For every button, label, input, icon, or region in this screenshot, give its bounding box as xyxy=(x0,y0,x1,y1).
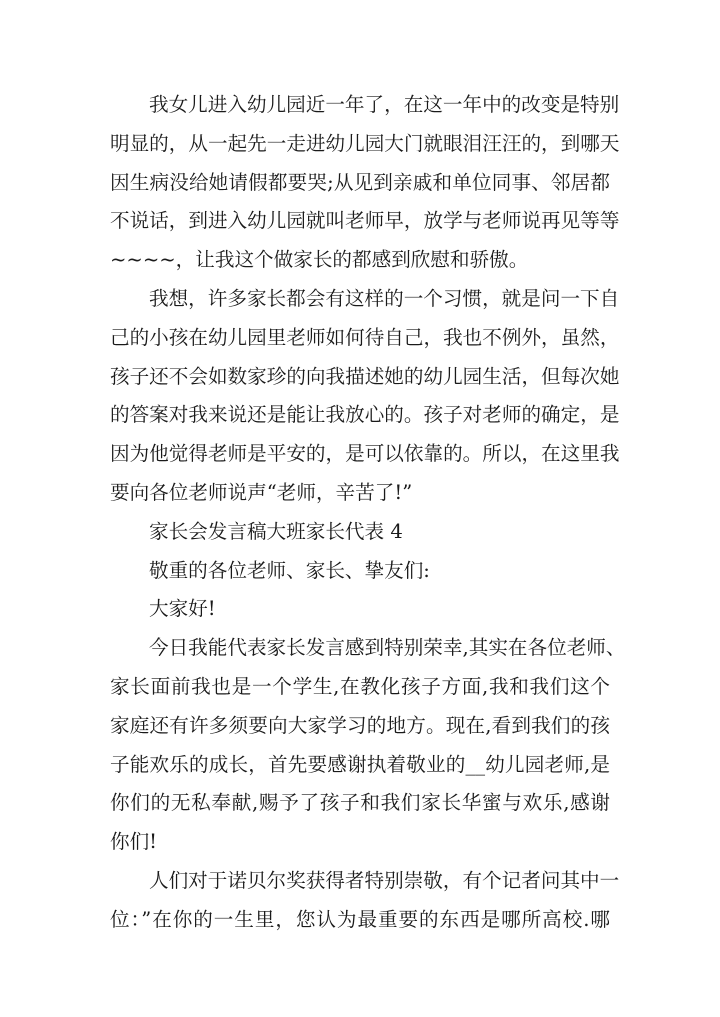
text-line: 己的小孩在幼儿园里老师如何待自己，我也不例外，虽然， xyxy=(110,325,620,349)
text-line: 因生病没给她请假都要哭;从见到亲戚和单位同事、邻居都 xyxy=(110,170,610,194)
text-line: 子能欢乐的成长，首先要感谢执着敬业的__幼儿园老师,是 xyxy=(110,752,610,776)
document-page xyxy=(110,86,626,940)
text-line: 家庭还有许多须要向大家学习的地方。现在,看到我们的孩 xyxy=(110,713,610,737)
paragraph xyxy=(110,629,626,862)
text-line: 家长面前我也是一个学生,在教化孩子方面,我和我们这个 xyxy=(110,674,610,698)
text-line: 人们对于诺贝尔奖获得者特别崇敬，有个记者问其中一 xyxy=(149,868,620,892)
text-line: 不说话，到进入幼儿园就叫老师早，放学与老师说再见等等 xyxy=(110,209,620,233)
paragraph xyxy=(110,280,620,513)
text-line: 我女儿进入幼儿园近一年了，在这一年中的改变是特别 xyxy=(149,93,620,116)
text-line: 明显的，从一起先一走进幼儿园大门就眼泪汪汪的，到哪天 xyxy=(110,131,620,155)
paragraph xyxy=(110,86,620,280)
text-line: 位：”在你的一生里，您认为最重要的东西是哪所高校.哪 xyxy=(110,907,610,931)
text-line: ~~~~，让我这个做家长的都感到欣慰和骄傲。 xyxy=(110,248,529,272)
section-heading: 家长会发言稿大班家长代表 4 xyxy=(149,519,403,543)
salutation: 敬重的各位老师、家长、挚友们: xyxy=(149,558,430,582)
paragraph xyxy=(110,862,620,940)
text-line: 你们的无私奉献,赐予了孩子和我们家长华蜜与欢乐,感谢 xyxy=(110,791,610,815)
text-line: 今日我能代表家长发言感到特别荣幸,其实在各位老师、 xyxy=(149,636,626,660)
text-line: 因为他觉得老师是平安的，是可以依靠的。所以，在这里我 xyxy=(110,442,620,466)
greeting: 大家好! xyxy=(149,597,216,621)
text-line: 我想，许多家长都会有这样的一个习惯，就是问一下自 xyxy=(149,286,620,310)
text-line: 要向各位老师说声“老师，辛苦了!” xyxy=(110,480,413,504)
text-line: 你们! xyxy=(110,830,158,854)
text-line: 的答案对我来说还是能让我放心的。孩子对老师的确定，是 xyxy=(110,403,620,427)
text-line: 孩子还不会如数家珍的向我描述她的幼儿园生活，但每次她 xyxy=(110,364,620,388)
